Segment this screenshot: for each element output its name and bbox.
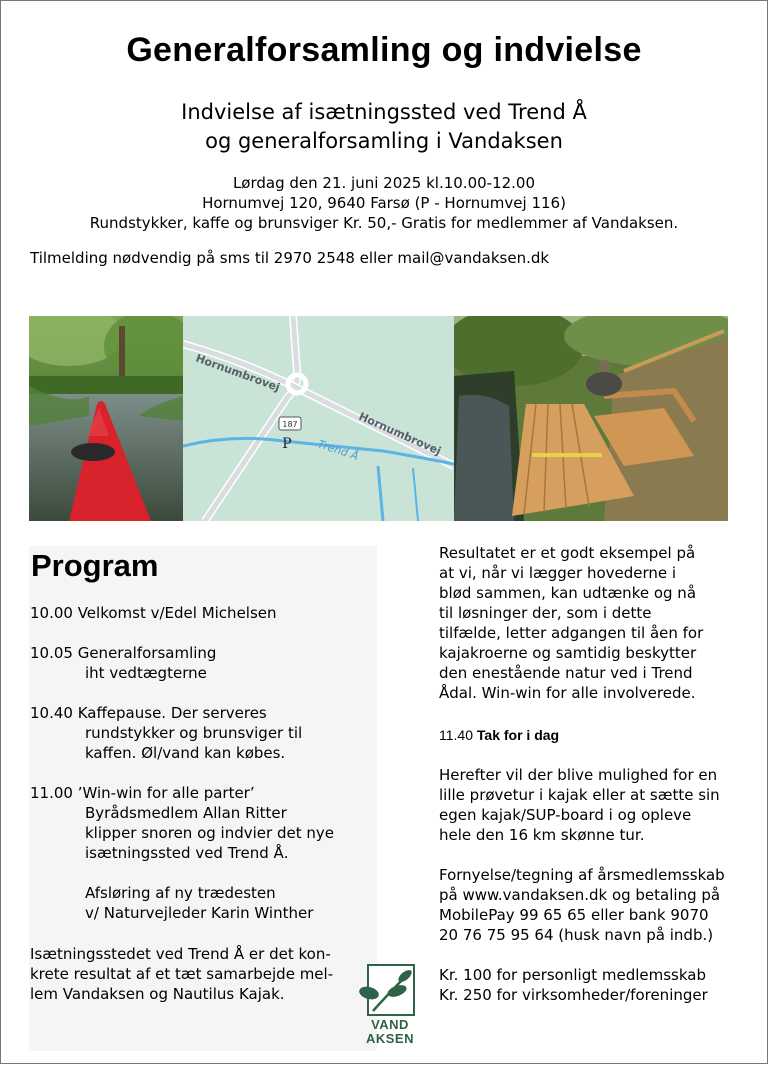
event-details xyxy=(1,173,767,233)
program-item-text: v/ Naturvejleder Karin Winther xyxy=(85,904,314,922)
program-item-text: 11.00 ’Win-win for alle parter’ xyxy=(30,784,255,802)
vandaksen-logo xyxy=(359,963,421,1049)
river-label: Trend Å xyxy=(316,437,361,463)
paragraph-line: blød sammen, kan udtænke og nå xyxy=(439,584,697,602)
program-item-reveal xyxy=(30,883,375,923)
program-paragraph xyxy=(30,944,375,1004)
paragraph-line: den enestående natur ved i Trend xyxy=(439,664,693,682)
closing-time: 11.40 xyxy=(439,727,473,743)
program-item-assembly xyxy=(30,643,375,683)
closing-text: Tak for i dag xyxy=(476,727,560,743)
page-title: Generalforsamling og indvielse xyxy=(126,31,642,69)
program-item-text: Afsløring af ny trædesten xyxy=(85,884,276,902)
paragraph-line: krete resultat af et tæt samarbejde mel- xyxy=(30,965,334,983)
paragraph-line: Fornyelse/tegning af årsmedlemsskab xyxy=(439,866,725,884)
road-number: 187 xyxy=(282,420,298,429)
paragraph-line: 20 76 75 95 64 (husk navn på indb.) xyxy=(439,926,714,944)
program-item-inauguration xyxy=(30,783,375,863)
program-item-text: 10.00 Velkomst v/Edel Michelsen xyxy=(30,604,277,622)
program-item-text: 10.05 Generalforsamling xyxy=(30,644,217,662)
program-heading: Program xyxy=(31,548,159,583)
parking-marker: P xyxy=(282,436,292,452)
price-line: Kr. 100 for personligt medlemsskab xyxy=(439,966,707,984)
food-line: Rundstykker, kaffe og brunsviger Kr. 50,- Gratis for medlemmer af Vandaksen. xyxy=(89,214,679,232)
paragraph-line: til løsninger der, som i dette xyxy=(439,604,652,622)
paragraph-line: lem Vandaksen og Nautilus Kajak. xyxy=(30,985,285,1003)
program-item-text: klipper snoren og indvier det nye xyxy=(85,824,334,842)
address-line: Hornumvej 120, 9640 Farsø (P - Hornumvej 116) xyxy=(202,194,566,212)
program-item-text: kaffen. Øl/vand kan købes. xyxy=(85,744,286,762)
program-item-text: Byrådsmedlem Allan Ritter xyxy=(85,804,287,822)
trial-paragraph xyxy=(439,765,759,845)
pricing-paragraph xyxy=(439,965,759,1005)
paragraph-line: Herefter vil der blive mulighed for en xyxy=(439,766,718,784)
paragraph-line: kajakroerne og samtidig beskytter xyxy=(439,644,697,662)
photo-strip xyxy=(29,316,728,521)
paragraph-line: Isætningsstedet ved Trend Å er det kon- xyxy=(30,945,331,963)
program-item-text: 10.40 Kaffepause. Der serveres xyxy=(30,704,267,722)
road-label-1: Hornumbrovej xyxy=(193,351,282,395)
price-line: Kr. 250 for virksomheder/foreninger xyxy=(439,986,708,1004)
road-label-2: Hornumbrovej xyxy=(356,409,443,458)
paragraph-line: hele den 16 km skønne tur. xyxy=(439,826,645,844)
program-item-text: rundstykker og brunsviger til xyxy=(85,724,303,742)
subtitle-line-2: og generalforsamling i Vandaksen xyxy=(205,129,563,153)
date-line: Lørdag den 21. juni 2025 kl.10.00-12.00 xyxy=(232,174,536,192)
paragraph-line: Ådal. Win-win for alle involverede. xyxy=(439,684,696,702)
paragraph-line: at vi, når vi lægger hovederne i xyxy=(439,564,677,582)
paragraph-line: på www.vandaksen.dk og betaling på xyxy=(439,886,721,904)
membership-paragraph xyxy=(439,865,759,945)
steps-photo xyxy=(454,316,728,521)
program-item-closing xyxy=(439,725,759,745)
program-item-welcome xyxy=(30,603,375,623)
program-item-text: iht vedtægterne xyxy=(85,664,207,682)
program-item-text: isætningssted ved Trend Å. xyxy=(85,844,289,862)
subtitle-line-1: Indvielse af isætningssted ved Trend Å xyxy=(181,100,587,124)
location-map xyxy=(183,316,454,521)
paragraph-line: egen kajak/SUP-board i og opleve xyxy=(439,806,692,824)
result-paragraph xyxy=(439,543,759,703)
kayak-photo xyxy=(29,316,183,521)
logo-line-1: VAND xyxy=(371,1017,409,1032)
paragraph-line: tilfælde, letter adgangen til åen for xyxy=(439,624,704,642)
program-item-coffee xyxy=(30,703,375,763)
logo-text xyxy=(359,1018,421,1046)
subtitle xyxy=(1,98,767,156)
signup-line: Tilmelding nødvendig på sms til 2970 2548 eller mail@vandaksen.dk xyxy=(30,249,550,267)
logo-line-2: AKSEN xyxy=(365,1031,414,1046)
paragraph-line: lille prøvetur i kajak eller at sætte sin xyxy=(439,786,720,804)
paragraph-line: MobilePay 99 65 65 eller bank 9070 xyxy=(439,906,709,924)
paragraph-line: Resultatet er et godt eksempel på xyxy=(439,544,696,562)
